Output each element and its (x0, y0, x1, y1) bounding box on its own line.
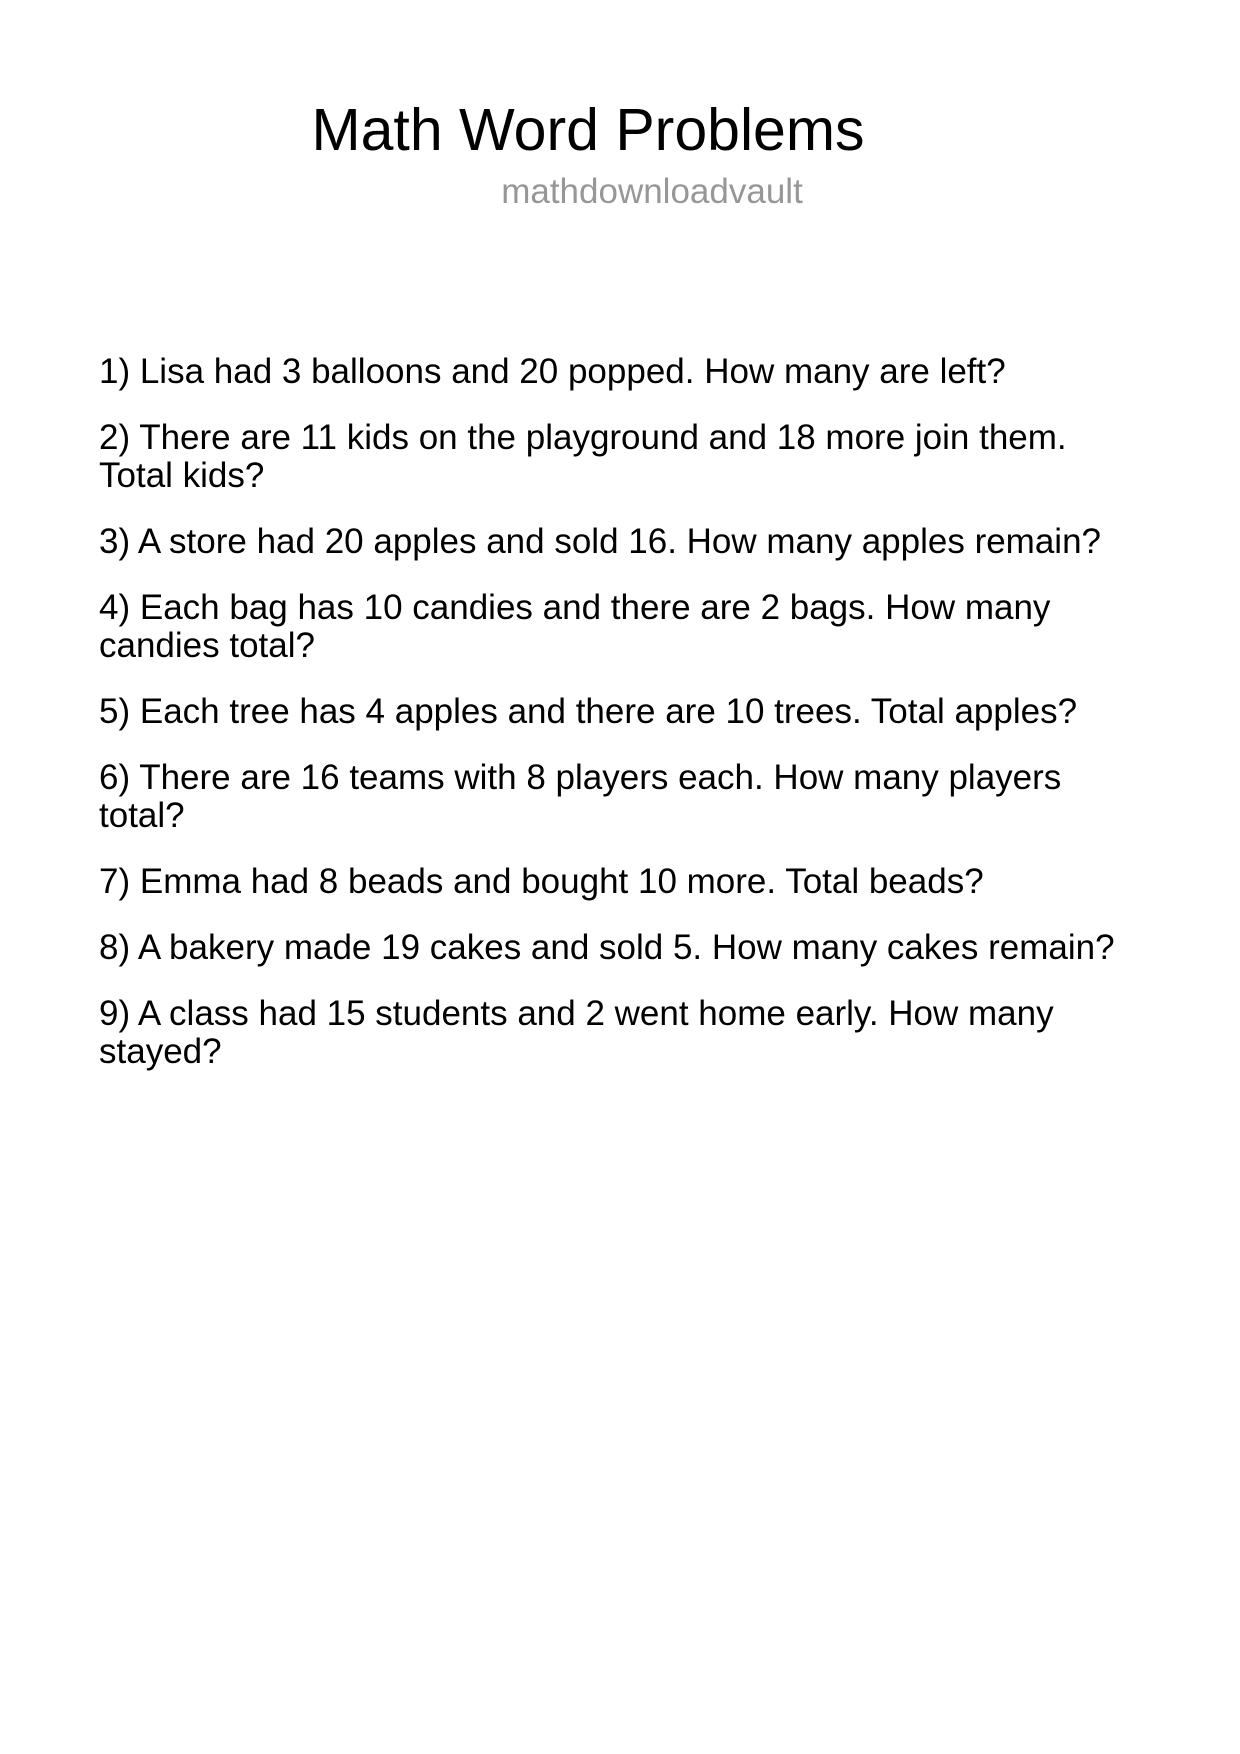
problems-list (99, 353, 1139, 1099)
page-title: Math Word Problems (311, 97, 865, 163)
problem-3: 3) A store had 20 apples and sold 16. How many apples remain? (99, 522, 1102, 561)
problem-9: 9) A class had 15 students and 2 went home early. How many stayed? (99, 994, 1054, 1071)
problem-2: 2) There are 11 kids on the playground and 18 more join them. Total kids? (99, 418, 1067, 495)
problem-5: 5) Each tree has 4 apples and there are 10 trees. Total apples? (99, 692, 1078, 731)
problem-7: 7) Emma had 8 beads and bought 10 more. Total beads? (99, 862, 984, 901)
watermark-subtitle: mathdownloadvault (501, 172, 803, 211)
problem-1: 1) Lisa had 3 balloons and 20 popped. How many are left? (99, 352, 1006, 391)
problem-8: 8) A bakery made 19 cakes and sold 5. How many cakes remain? (99, 928, 1115, 967)
problem-4: 4) Each bag has 10 candies and there are 2 bags. How many candies total? (99, 588, 1051, 665)
problem-6: 6) There are 16 teams with 8 players each. How many players total? (99, 758, 1062, 835)
